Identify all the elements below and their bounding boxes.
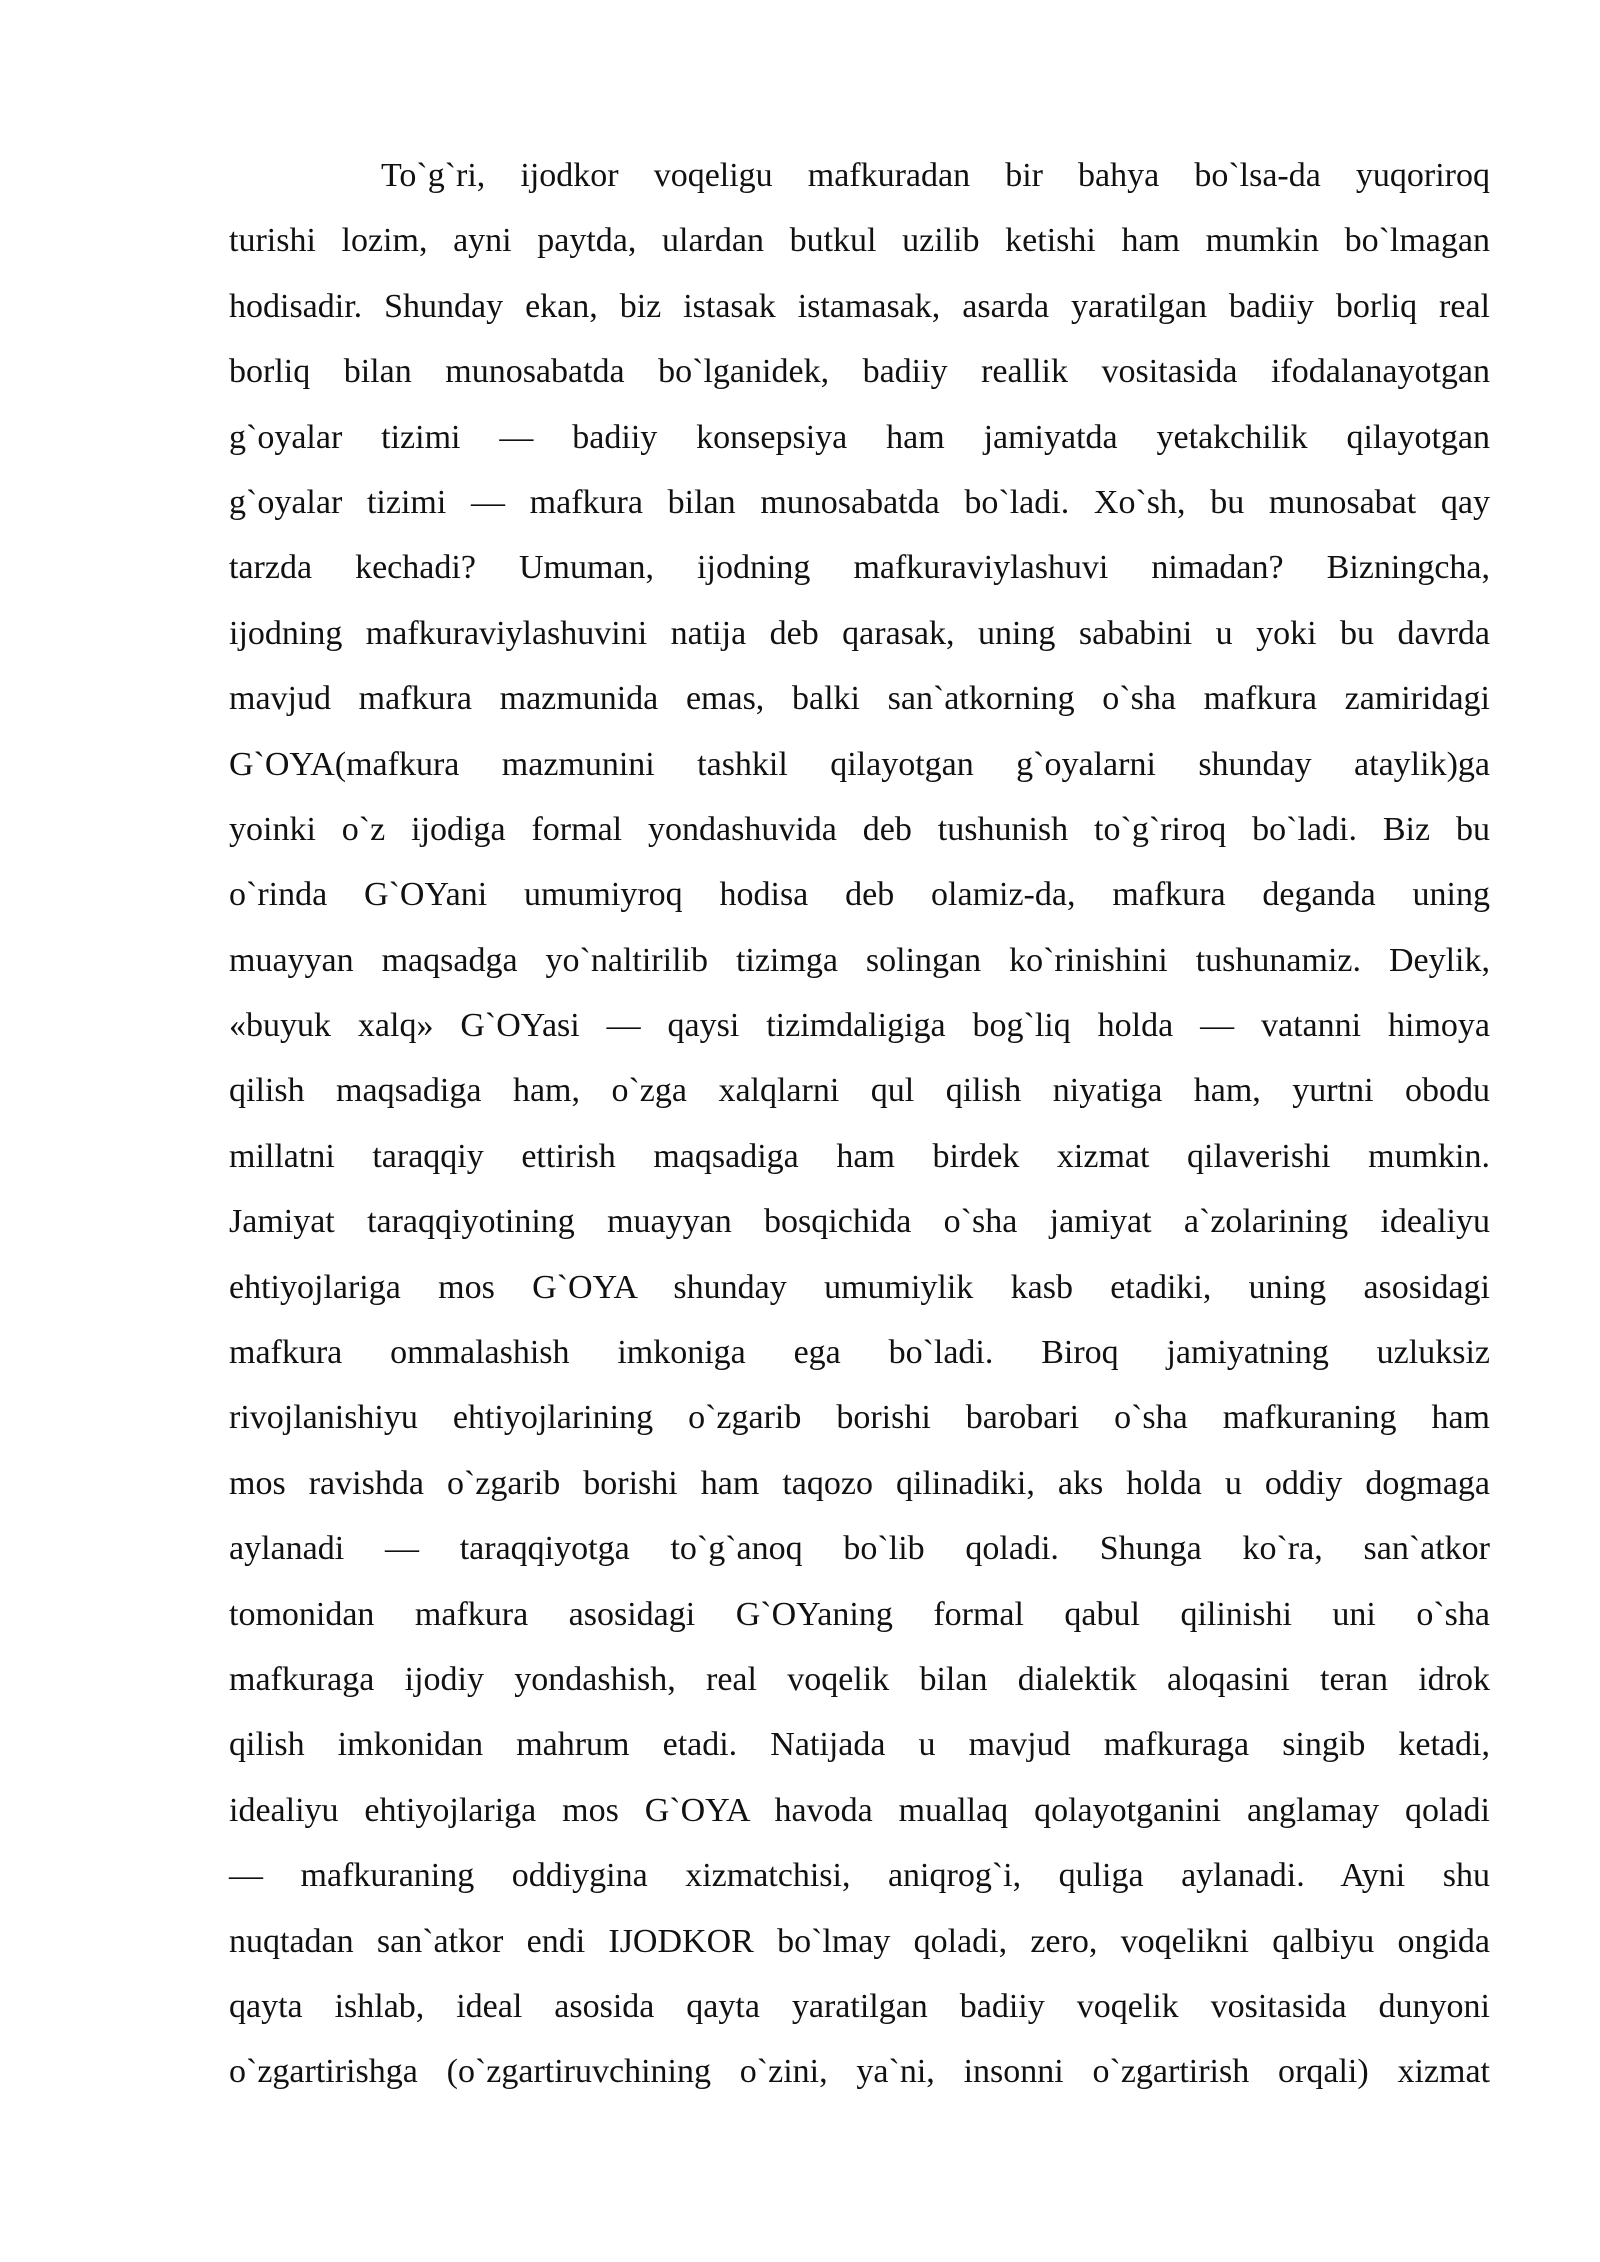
paragraph-line: qilish imkonidan mahrum etadi. Natijada u mavjud mafkuraga singib ketadi,	[229, 1726, 1490, 1764]
paragraph-line: mafkura ommalashish imkoniga ega bo`ladi. Biroq jamiyatning uzluksiz	[229, 1334, 1490, 1372]
paragraph-line: ijodning mafkuraviylashuvini natija deb qarasak, uning sababini u yoki bu davrda	[229, 614, 1490, 652]
paragraph-line: o`zgartirishga (o`zgartiruvchining o`zini, ya`ni, insonni o`zgartirish orqali) xizmat	[229, 2053, 1490, 2091]
paragraph-line: aylanadi — taraqqiyotga to`g`anoq bo`lib qoladi. Shunga ko`ra, san`atkor	[229, 1530, 1490, 1568]
paragraph-line: mos ravishda o`zgarib borishi ham taqozo qilinadiki, aks holda u oddiy dogmaga	[229, 1464, 1490, 1502]
paragraph-line: To`g`ri, ijodkor voqeligu mafkuradan bir bahya bo`lsa-da yuqoriroq	[381, 157, 1490, 194]
paragraph-line: g`oyalar tizimi — badiiy konsepsiya ham jamiyatda yetakchilik qilayotgan	[229, 418, 1490, 456]
paragraph-line: mafkuraga ijodiy yondashish, real voqelik bilan dialektik aloqasini teran idrok	[229, 1660, 1490, 1698]
paragraph-line: yoinki o`z ijodiga formal yondashuvida deb tushunish to`g`riroq bo`ladi. Biz bu	[229, 810, 1490, 848]
paragraph-line: rivojlanishiyu ehtiyojlarining o`zgarib borishi barobari o`sha mafkuraning ham	[229, 1399, 1490, 1437]
paragraph-line: borliq bilan munosabatda bo`lganidek, badiiy reallik vositasida ifodalanayotgan	[229, 353, 1490, 391]
paragraph-line: idealiyu ehtiyojlariga mos G`OYA havoda muallaq qolayotganini anglamay qoladi	[229, 1791, 1490, 1829]
paragraph-line: Jamiyat taraqqiyotining muayyan bosqichida o`sha jamiyat a`zolarining idealiyu	[229, 1203, 1490, 1241]
paragraph-line: «buyuk xalq» G`OYasi — qaysi tizimdaligiga bog`liq holda — vatanni himoya	[229, 1007, 1490, 1045]
paragraph-line: turishi lozim, ayni paytda, ulardan butkul uzilib ketishi ham mumkin bo`lmagan	[229, 222, 1490, 260]
paragraph-line: muayyan maqsadga yo`naltirilib tizimga solingan ko`rinishini tushunamiz. Deylik,	[229, 941, 1490, 979]
paragraph-line: hodisadir. Shunday ekan, biz istasak istamasak, asarda yaratilgan badiiy borliq real	[229, 287, 1490, 325]
paragraph-line: nuqtadan san`atkor endi IJODKOR bo`lmay qoladi, zero, voqelikni qalbiyu ongida	[229, 1922, 1490, 1960]
body-paragraph	[229, 152, 1490, 2114]
paragraph-line: G`OYA(mafkura mazmunini tashkil qilayotgan g`oyalarni shunday ataylik)ga	[229, 745, 1490, 783]
paragraph-line: mavjud mafkura mazmunida emas, balki san`atkorning o`sha mafkura zamiridagi	[229, 680, 1490, 718]
paragraph-line: qayta ishlab, ideal asosida qayta yaratilgan badiiy voqelik vositasida dunyoni	[229, 1987, 1490, 2025]
paragraph-line: tarzda kechadi? Umuman, ijodning mafkuraviylashuvi nimadan? Bizningcha,	[229, 549, 1490, 587]
paragraph-line: millatni taraqqiy ettirish maqsadiga ham birdek xizmat qilaverishi mumkin.	[229, 1137, 1490, 1175]
paragraph-line: g`oyalar tizimi — mafkura bilan munosabatda bo`ladi. Xo`sh, bu munosabat qay	[229, 483, 1490, 521]
paragraph-line: o`rinda G`OYani umumiyroq hodisa deb olamiz-da, mafkura deganda uning	[229, 876, 1490, 914]
paragraph-line: tomonidan mafkura asosidagi G`OYaning formal qabul qilinishi uni o`sha	[229, 1595, 1490, 1633]
paragraph-line: qilish maqsadiga ham, o`zga xalqlarni qul qilish niyatiga ham, yurtni obodu	[229, 1072, 1490, 1110]
paragraph-line: — mafkuraning oddiygina xizmatchisi, aniqrog`i, quliga aylanadi. Ayni shu	[229, 1857, 1490, 1895]
paragraph-line: ehtiyojlariga mos G`OYA shunday umumiylik kasb etadiki, uning asosidagi	[229, 1268, 1490, 1306]
